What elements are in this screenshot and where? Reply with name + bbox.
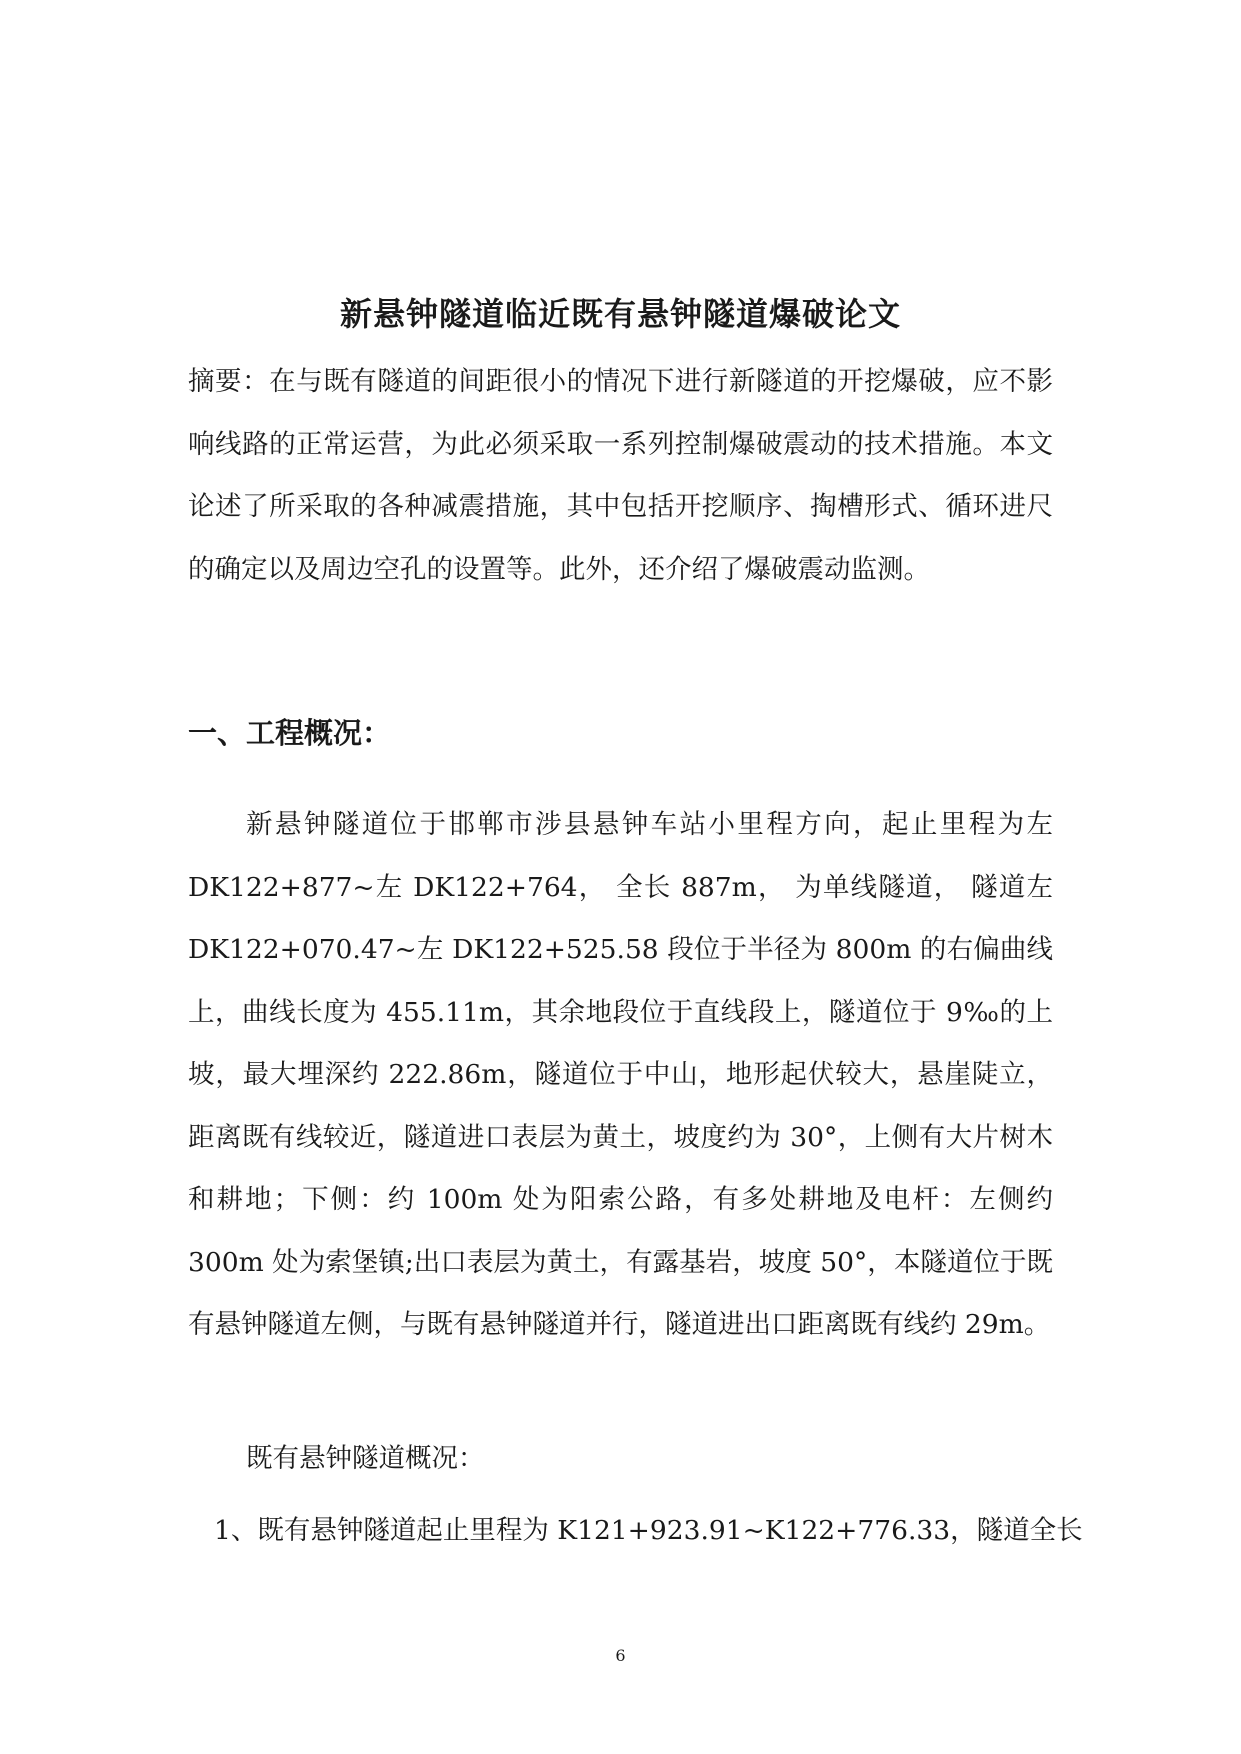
section-heading: 一、工程概况： bbox=[188, 716, 392, 750]
project-overview-paragraph: 新悬钟隧道位于邯郸市涉县悬钟车站小里程方向，起止里程为左DK122+877~左 DK122+764， 全长 887m， 为单线隧道， 隧道左DK122+070.47~左 DK122+525.58 段位于半径为 800m 的右偏曲线上，曲线长度为 455.11m，其余地段位于直线段上，隧道位于 9‰的上坡，最大埋深约 222.86m，隧道位于中山，地形起伏较大，悬崖陡立，距离既有线较近，隧道进口表层为黄土，坡度约为 30°，上侧有大片树木和耕地；下侧：约 100m 处为阳索公路，有多处耕地及电杆：左侧约 300m 处为索堡镇;出口表层为黄土，有露基岩，坡度 50°，本隧道位于既有悬钟隧道左侧，与既有悬钟隧道并行，隧道进出口距离既有线约 29m。 bbox=[188, 809, 1053, 1340]
list-item: 1、既有悬钟隧道起止里程为 K121+923.91~K122+776.33，隧道全长 bbox=[214, 1515, 1083, 1546]
page-number: 6 bbox=[615, 1646, 626, 1665]
existing-tunnel-subheading: 既有悬钟隧道概况： bbox=[246, 1443, 485, 1474]
document-title: 新悬钟隧道临近既有悬钟隧道爆破论文 bbox=[339, 295, 901, 333]
abstract-paragraph: 摘要：在与既有隧道的间距很小的情况下进行新隧道的开挖爆破，应不影响线路的正常运营，为此必须采取一系列控制爆破震动的技术措施。本文论述了所采取的各种减震措施，其中包括开挖顺序、掏槽形式、循环进尺的确定以及周边空孔的设置等。此外，还介绍了爆破震动监测。 bbox=[188, 366, 1053, 585]
